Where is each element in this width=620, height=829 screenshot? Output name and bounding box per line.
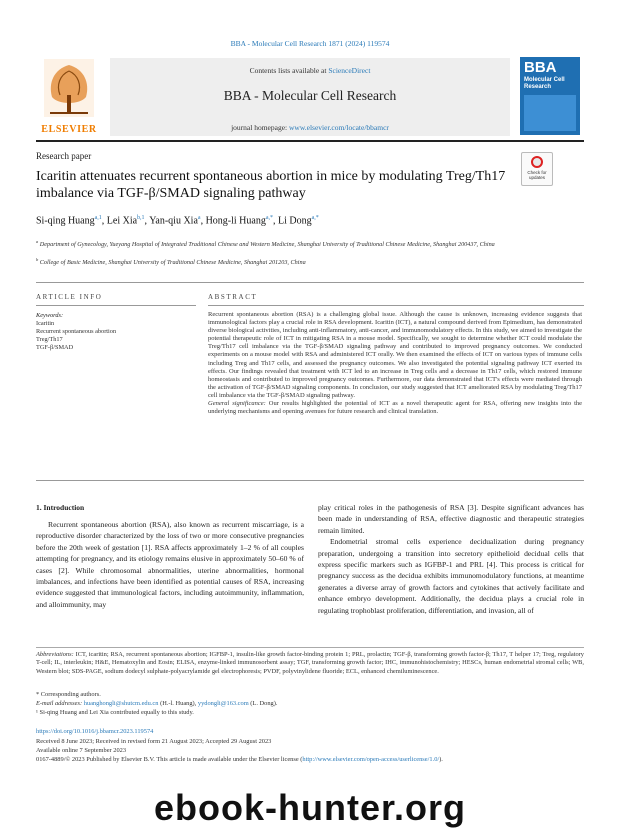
significance-label: General significance: (208, 400, 266, 408)
author-name[interactable]: Lei Xia (106, 215, 138, 227)
author-name[interactable]: Si-qing Huang (36, 215, 95, 227)
email-label: E-mail addresses: (36, 700, 83, 707)
cover-image (524, 95, 576, 131)
email-note: (H.-l. Huang), (160, 700, 197, 707)
article-info-heading: ARTICLE INFO (36, 293, 103, 301)
abbreviations-text: ICT, icaritin; RSA, recurrent spontaneous abortion; IGFBP-1, insulin-like growth factor-binding protein 1; PRL, prolactin; TGF-β, transforming growth factor-β; Th17, T helper 17; Treg, regulatory T-cell; IL, interleukin; H&E, Hematoxylin and Eosin; ELISA, enzyme-linked immunosorbent assay; TGF, transforming growth factor; IHC, immunohistochemistry; HESCs, human endometrial stromal cells; WB, Western blot; SDS-PAGE, sodium dodecyl sulphate-polyacrylamide gel electrophoresis; PVDF, polyvinylidene fluoride; ECL, enhanced chemiluminescence. (36, 651, 584, 675)
corresponding-note: * Corresponding authors. (36, 691, 101, 698)
abstract-heading: ABSTRACT (208, 293, 258, 301)
journal-name: BBA - Molecular Cell Research (223, 88, 397, 103)
author-affil-sup[interactable]: b,1 (137, 215, 145, 221)
keyword: Icaritin (36, 320, 55, 327)
article-info-rule (36, 305, 196, 306)
contents-line (110, 66, 510, 75)
abbreviations-label: Abbreviations: (36, 651, 74, 658)
equal-contribution-note: ¹ Si-qing Huang and Lei Xia contributed equally to this study. (36, 709, 194, 716)
abbreviations (36, 651, 584, 676)
significance-text: Our results highlighted the potential of ICT as a novel therapeutic agent for RSA, offering new insights into the underlying mechanisms and opening avenues for future research and clinical translation. (208, 400, 583, 416)
received-dates: Received 8 June 2023; Received in revised form 21 August 2023; Accepted 29 August 2023 (36, 738, 272, 745)
author-affil-sup[interactable]: a (197, 215, 201, 221)
abstract-body (208, 311, 582, 416)
journal-reference[interactable]: BBA - Molecular Cell Research 1871 (2024) 119574 (230, 39, 390, 48)
footnote-divider (36, 647, 584, 648)
license-text: 0167-4889/© 2023 Published by Elsevier B.V. This article is made available under the Elsevier license ( (36, 756, 303, 763)
abstract-text: Recurrent spontaneous abortion (RSA) is a challenging global issue. Although the cause is unknown, increasing evidence suggests that immunological factors play a crucial role in RSA development. Icaritin (ICT), a natural compound derived from Epimedium, has demonstrated diverse biological activities, including anti-inflammatory, anti-cancer, and immunomodulatory effects. In this study, we aimed to investigate the potential therapeutic role of ICT in mitigating RSA in a mouse model. Specifically, we sought to determine whether ICT could modulate the Treg/Th17 cell imbalance via the TGF-β/SMAD signaling pathway and contributed to improved pregnancy outcomes. We conducted experiments on a mouse model with RSA and administered ICT orally. We then examined the effects of ICT on various types of immune cells including Treg and Th17 cells, and assessed the pregnancy outcomes. We also investigated the potential signaling pathway ICT exerted its effects. Our findings revealed that treatment with ICT led to an increase in Treg cells and a decrease in Th17 cells, which restored immune homeostasis and contributed to improved pregnancy outcomes. Furthermore, our data demonstrated that ICT's effects were mediated through the activation of TGF-β/SMAD signaling components. In conclusion, our study suggested that ICT ameliorated RSA by modulating Treg/Th17 cell imbalance via the TGF-β/SMAD signaling pathway. (208, 311, 582, 399)
author-name[interactable]: Yan-qiu Xia (149, 215, 198, 227)
check-updates-icon (531, 156, 543, 168)
elsevier-wordmark: ELSEVIER (41, 124, 97, 135)
cover-title: BBA (524, 59, 557, 76)
check-for-updates-button[interactable] (521, 152, 553, 186)
contents-prefix: Contents lists available at (249, 66, 327, 75)
author-name[interactable]: Hong-li Huang (205, 215, 266, 227)
homepage-link[interactable]: www.elsevier.com/locate/bbamcr (289, 123, 389, 132)
article-title: Icaritin attenuates recurrent spontaneous abortion in mice by modulating Treg/Th17 imbalance via TGF-β/SMAD signaling pathway (36, 169, 506, 201)
intro-paragraph: Endometrial stromal cells experience decidualization during pregnancy preparation, undergoing a transition into secretory epithelioid decidual cells that express specific markers such as IGFBP-1 and PRL [4]. This process is critical for pregnancy success as the decidua exhibits immunomodulatory functions, at meantime generates a diverse array of growth factors and cytokines that actively facilitate and enhance embryo development. Additionally, the decidua plays a crucial role in regulating trophoblast proliferation, differentiation, and invasion, all of (318, 537, 584, 615)
intro-column-right (318, 502, 584, 616)
keyword: Recurrent spontaneous abortion (36, 328, 117, 335)
check-updates-label: Check for updates (527, 170, 547, 180)
author-list: Si-qing Huang$^{a,1}$, Lei Xia$^{b,1}$, Yan-qiu Xia$^a$, Hong-li Huang$^{a,*}$, Li Dong$^{a,*}$ (36, 215, 319, 227)
keyword: Treg/Th17 (36, 336, 63, 343)
watermark-text: ebook-hunter.org (154, 787, 466, 828)
author-affil-sup[interactable]: a,1 (94, 215, 102, 221)
email-link[interactable]: huanghongli@shutcm.edu.cn (83, 700, 159, 707)
intro-paragraph: play critical roles in the pathogenesis of RSA [3]. Despite significant advances has been made in understanding of RSA, effective diagnostic and therapeutic strategies remain limited. (318, 503, 584, 535)
author-name[interactable]: Li Dong (278, 215, 312, 227)
abstract-rule (208, 305, 584, 306)
homepage-prefix: journal homepage: (231, 123, 288, 132)
license-link[interactable]: http://www.elsevier.com/open-access/userlicense/1.0/ (302, 756, 440, 763)
affiliation: $^b$ College of Basic Medicine, Shanghai University of Traditional Chinese Medicine, Shanghai 201203, China (36, 257, 306, 267)
email-line (36, 700, 277, 707)
online-date: Available online 7 September 2023 (36, 747, 127, 754)
author-affil-sup[interactable]: a,* (311, 215, 319, 221)
section-divider (36, 282, 584, 283)
journal-cover[interactable] (520, 57, 580, 135)
sciencedirect-link[interactable]: ScienceDirect (328, 66, 371, 75)
cover-subtitle: Molecular Cell Research (524, 77, 565, 90)
header-divider (36, 140, 584, 142)
affiliation: $^a$ Department of Gynecology, Yueyang Hospital of Integrated Traditional Chinese and Western Medicine, Shanghai University of Traditional Chinese Medicine, Shanghai 200437, China (36, 239, 495, 249)
paper-type: Research paper (36, 151, 92, 161)
author-affil-sup[interactable]: a,* (265, 215, 274, 221)
intro-column-left: Recurrent spontaneous abortion (RSA), also known as recurrent miscarriage, is a reproductive disorder characterized by the loss of two or more consecutive pregnancies before the 20th week of gestation [1]. RSA affects approximately 1–2 % of all couples attempting for pregnancy, and its etiology remains elusive in approximately 50–60 % of cases [2]. While chromosomal abnormalities, uterine abnormalities, hormonal imbalances, and infections have been identified as potential causes of RSA, increasing evidence suggested that immunological factors, including autoimmunity, inflammation, and alloimmunity, may (36, 520, 304, 609)
doi-link[interactable]: https://doi.org/10.1016/j.bbamcr.2023.119574 (36, 728, 154, 735)
keywords-label: Keywords: (36, 312, 64, 319)
introduction-heading: 1. Introduction (36, 503, 85, 512)
email-link[interactable]: yydongli@163.com (197, 700, 249, 707)
email-note: (L. Dong). (250, 700, 278, 707)
body-divider (36, 480, 584, 481)
keyword: TGF-β/SMAD (36, 344, 74, 351)
license-line: 0167-4889/© 2023 Published by Elsevier B.V. This article is made available under the Elsevier license (http://www.elsevier.com/open-access/userlicense/1.0/). (36, 756, 443, 763)
homepage-line (110, 123, 510, 132)
